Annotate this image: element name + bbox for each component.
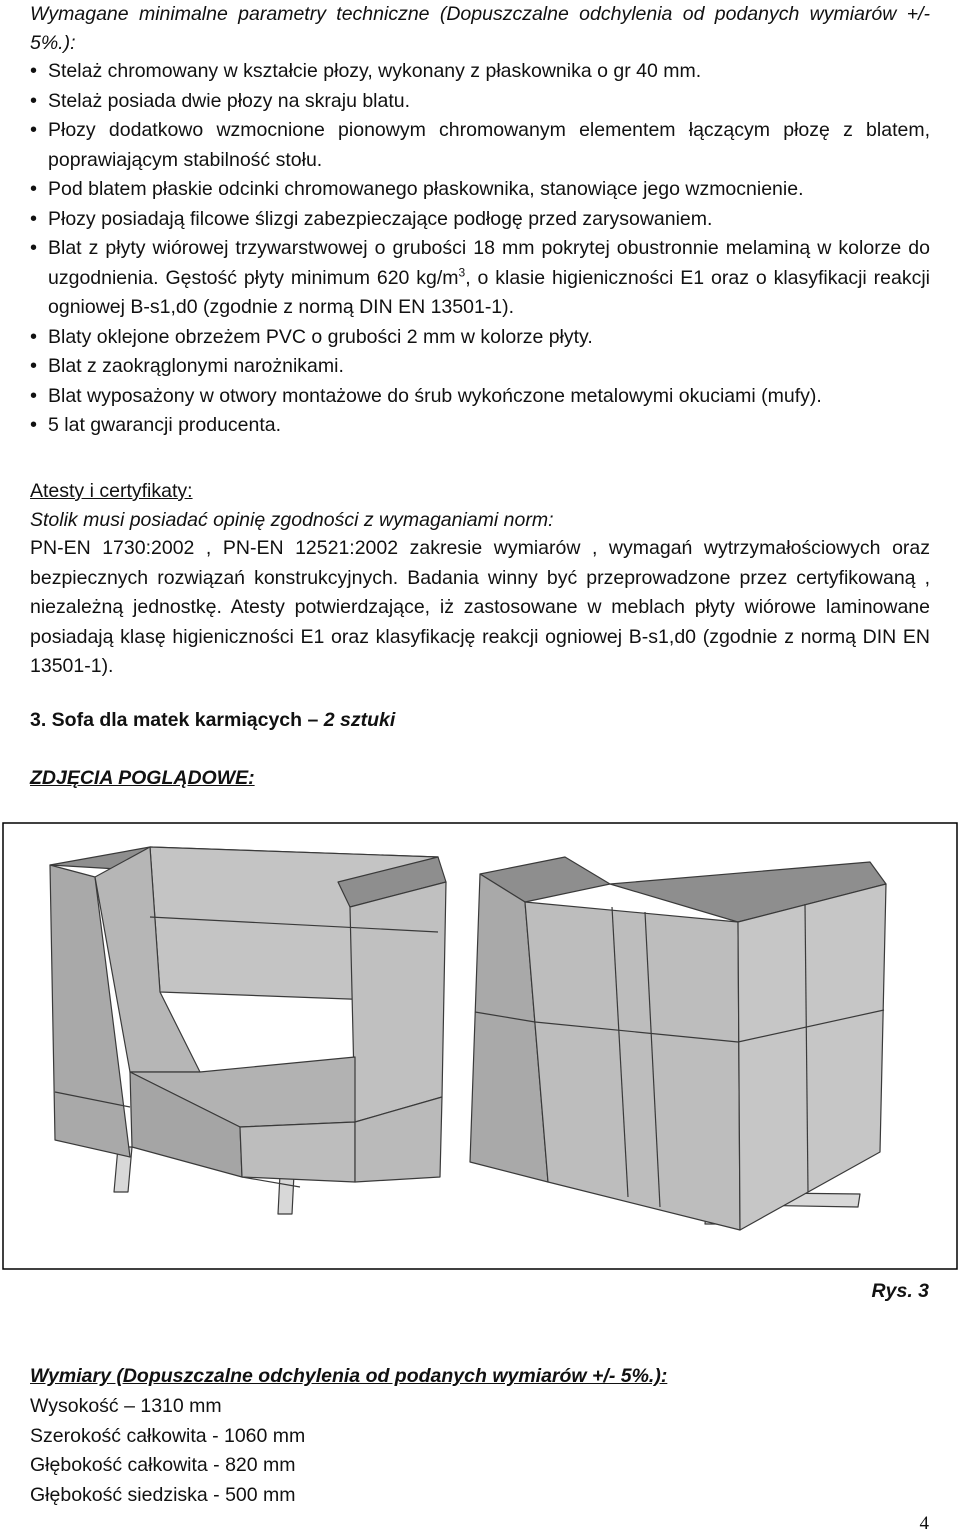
intro-paragraph: Wymagane minimalne parametry techniczne (Dopuszczalne odchylenia od podanych wymiarów +/- 5%.): bbox=[30, 3, 930, 54]
list-item: • 5 lat gwarancji producenta. bbox=[30, 411, 930, 441]
heading-3-quantity: 2 sztuki bbox=[323, 709, 396, 731]
dimensions-list bbox=[30, 1392, 305, 1510]
list-item: • Płozy posiadają filcowe ślizgi zabezpieczające podłogę przed zarysowaniem. bbox=[30, 205, 930, 235]
certs-title: Atesty i certyfikaty: bbox=[30, 480, 193, 502]
dimension-height: Wysokość – 1310 mm bbox=[30, 1395, 222, 1417]
certs-body: PN-EN 1730:2002 , PN-EN 12521:2002 zakresie wymiarów , wymagań wytrzymałościowych oraz bezpiecznych rozwiązań konstrukcyjnych. Badania winny być przeprowadzone przez certyfikowaną , niezależną jednostkę. Atesty potwierdzające, iż zastosowane w meblach płyty wiórowe laminowane posiadają klasę higieniczności E1 oraz klasyfikację reakcji ogniowej B-s1,d0 (zgodnie z normą DIN EN 13501-1). bbox=[30, 537, 930, 677]
superscript-3: 3 bbox=[458, 265, 466, 279]
front-right-leg bbox=[278, 1174, 294, 1214]
list-item: • Stelaż posiada dwie płozy na skraju blatu. bbox=[30, 87, 930, 117]
list-item: • Blaty oklejone obrzeżem PVC o grubości 2 mm w kolorze płyty. bbox=[30, 323, 930, 353]
list-item: • Płozy dodatkowo wzmocnione pionowym chromowanym elementem łączącym płozę z blatem, poprawiającym stabilność stołu. bbox=[30, 116, 930, 175]
dimension-depth: Głębokość całkowita - 820 mm bbox=[30, 1454, 296, 1476]
certs-subtitle: Stolik musi posiadać opinię zgodności z wymaganiami norm: bbox=[30, 509, 554, 531]
requirements-list bbox=[30, 57, 930, 441]
page-number: 4 bbox=[919, 1513, 929, 1534]
blat-text-part1: Blat z płyty wiórowej trzywarstwowej o grubości 18 mm pokrytej obustronnie melaminą w kolorze do uzgodnienia. Gęstość płyty minimum 620 kg/m bbox=[48, 237, 930, 289]
heading-3-prefix: 3. Sofa dla matek karmiących – bbox=[30, 709, 324, 731]
sofa-illustration bbox=[0, 822, 960, 1272]
dimensions-title: Wymiary (Dopuszczalne odchylenia od podanych wymiarów +/- 5%.): bbox=[30, 1365, 668, 1387]
photos-title: ZDJĘCIA POGLĄDOWE: bbox=[30, 767, 255, 789]
list-item: • Blat wyposażony w otwory montażowe do śrub wykończone metalowymi okuciami (mufy). bbox=[30, 382, 930, 412]
list-item: • Stelaż chromowany w kształcie płozy, wykonany z płaskownika o gr 40 mm. bbox=[30, 57, 930, 87]
dimension-seat-depth: Głębokość siedziska - 500 mm bbox=[30, 1483, 296, 1506]
list-item: • Blat z zaokrąglonymi narożnikami. bbox=[30, 352, 930, 382]
list-item: • Pod blatem płaskie odcinki chromowanego płaskownika, stanowiące jego wzmocnienie. bbox=[30, 175, 930, 205]
section-heading-3 bbox=[30, 706, 395, 735]
list-item-blat bbox=[30, 234, 930, 323]
dimension-width: Szerokość całkowita - 1060 mm bbox=[30, 1424, 306, 1447]
figure-caption: Rys. 3 bbox=[871, 1280, 929, 1302]
blat-text-part2: , o klasie higieniczności E1 oraz o klasyfikacji reakcji ogniowej B-s1,d0 (zgodnie z normą DIN EN 13501-1). bbox=[48, 266, 930, 318]
